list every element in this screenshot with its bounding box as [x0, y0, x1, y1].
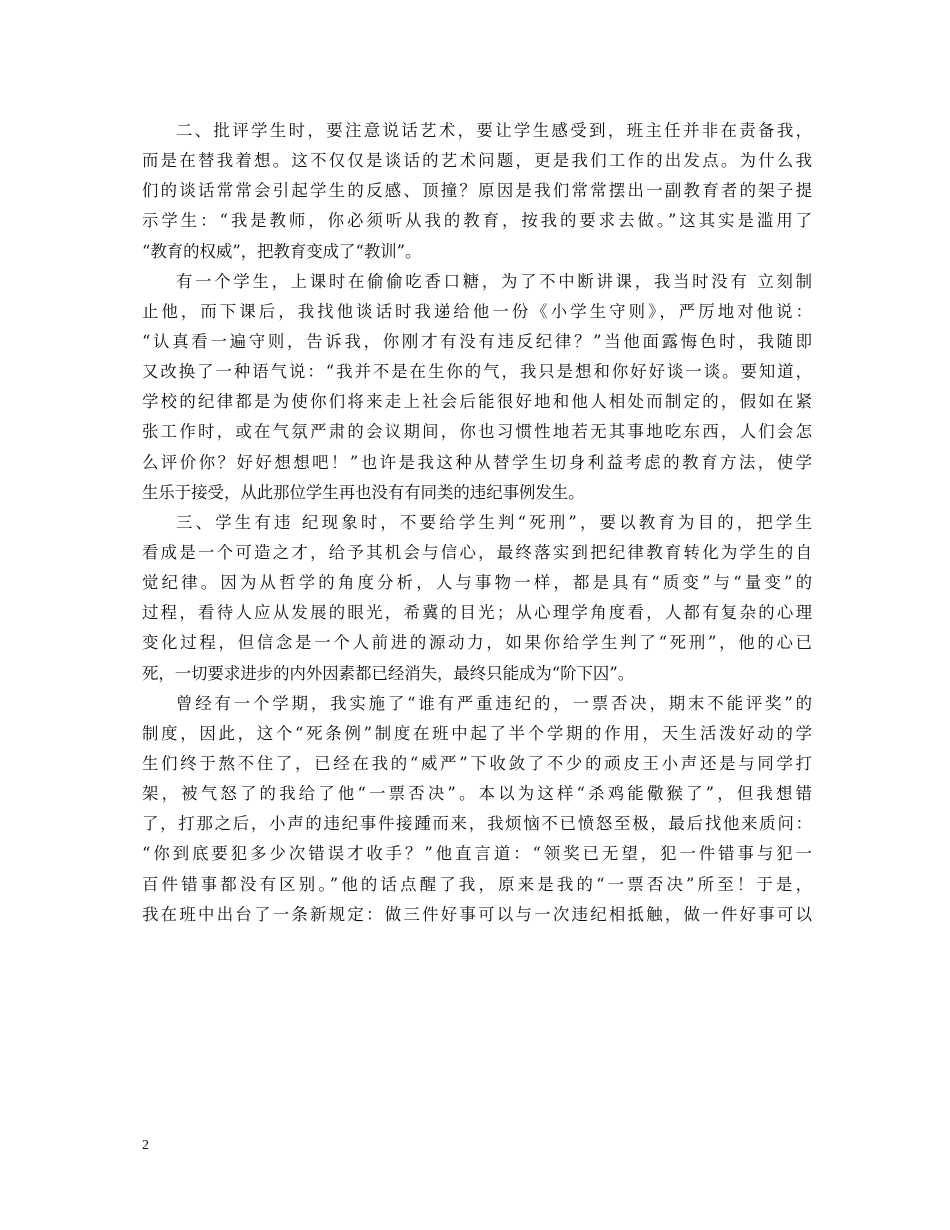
text-line: 示学生：“我是教师，你必须听从我的教育，按我的要求去做。”这其实是滥用了	[142, 211, 812, 231]
text-line: 死，一切要求进步的内外因素都已经消失，最终只能成为“阶下囚”。	[142, 663, 635, 683]
text-line: 而是在替我着想。这不仅仅是谈话的艺术问题，更是我们工作的出发点。为什么我	[142, 151, 812, 171]
text-line: 止他，而下课后，我找他谈话时我递给他一份《小学生守则》，严厉地对他说：	[142, 301, 812, 321]
text-line: 生乐于接受，从此那位学生再也没有有同类的违纪事例发生。	[142, 482, 585, 502]
text-line: 么评价你？好好想想吧！”也许是我这种从替学生切身利益考虑的教育方法，使学	[142, 452, 812, 472]
paragraph-2	[142, 116, 812, 267]
body-text	[142, 116, 812, 930]
text-line: “你到底要犯多少次错误才收手？”他直言道：“领奖已无望，犯一件错事与犯一	[142, 844, 812, 864]
text-line: 百件错事都没有区别。”他的话点醒了我，原来是我的“一票否决”所至！于是，	[142, 874, 812, 894]
text-line: 觉纪律。因为从哲学的角度分析，人与事物一样，都是具有“质变”与“量变”的	[142, 573, 812, 593]
text-line: 们的谈话常常会引起学生的反感、顶撞？原因是我们常常摆出一副教育者的架子提	[142, 181, 812, 201]
text-line: 我在班中出台了一条新规定：做三件好事可以与一次违纪相抵触，做一件好事可以	[142, 904, 812, 924]
text-line: 有一个学生，上课时在偷偷吃香口糖，为了不中断讲课，我当时没有 立刻制	[176, 271, 812, 291]
text-line: 变化过程，但信念是一个人前进的源动力，如果你给学生判了“死刑”，他的心已	[142, 633, 812, 653]
text-line: 过程，看待人应从发展的眼光，希冀的目光；从心理学角度看，人都有复杂的心理	[142, 603, 812, 623]
text-line: 看成是一个可造之才，给予其机会与信心，最终落实到把纪律教育转化为学生的自	[142, 542, 812, 562]
text-line: 曾经有一个学期，我实施了“谁有严重违纪的，一票否决，期末不能评奖”的	[176, 693, 812, 713]
text-line: 学校的纪律都是为使你们将来走上社会后能很好地和他人相处而制定的，假如在紧	[142, 392, 812, 412]
text-line: 张工作时，或在气氛严肃的会议期间，你也习惯性地若无其事地吃东西，人们会怎	[142, 422, 812, 442]
text-line: 制度，因此，这个“死条例”制度在班中起了半个学期的作用，天生活泼好动的学	[142, 723, 812, 743]
text-line: 生们终于熬不住了，已经在我的“威严”下收敛了不少的顽皮王小声还是与同学打	[142, 753, 812, 773]
paragraph-3	[142, 508, 812, 689]
text-line: “认真看一遍守则，告诉我，你刚才有没有违反纪律？”当他面露悔色时，我随即	[142, 331, 812, 351]
paragraph-example-2	[142, 689, 812, 930]
text-line: 架，被气怒了的我给了他“一票否决”。本以为这样“杀鸡能儆猴了”，但我想错	[142, 784, 812, 804]
paragraph-example-1	[142, 267, 812, 508]
text-line: 了，打那之后，小声的违纪事件接踵而来，我烦恼不已愤怒至极，最后找他来质问：	[142, 814, 812, 834]
text-line: “教育的权威”，把教育变成了“教训”。	[142, 241, 422, 261]
text-line: 又改换了一种语气说：“我并不是在生你的气，我只是想和你好好谈一谈。要知道，	[142, 362, 812, 382]
page-number: 2	[142, 1138, 149, 1153]
text-line: 二、批评学生时，要注意说话艺术，要让学生感受到，班主任并非在责备我，	[176, 121, 812, 140]
text-line: 三、学生有违 纪现象时，不要给学生判“死刑”，要以教育为目的，把学生	[176, 512, 812, 532]
